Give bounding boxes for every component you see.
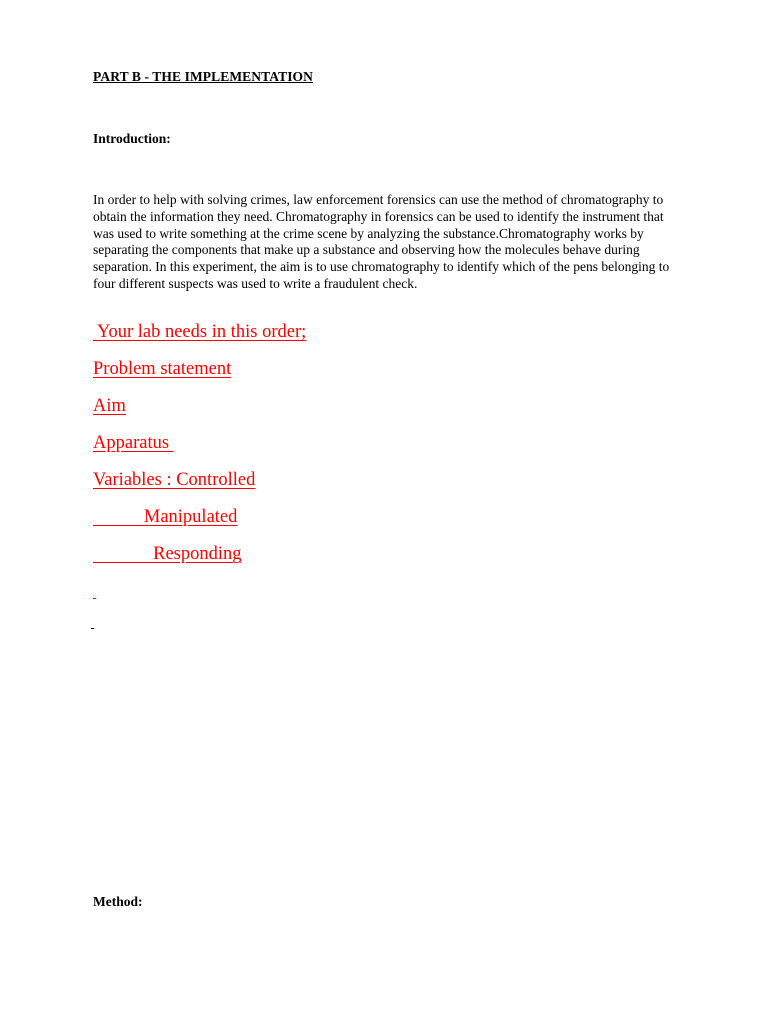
lab-order-intro: Your lab needs in this order;: [93, 322, 307, 342]
lab-order-item-problem-statement: Problem statement: [93, 359, 232, 379]
lab-order-item-aim: Aim: [93, 396, 126, 416]
introduction-paragraph: In order to help with solving crimes, law enforcement forensics can use the method of chromatography to obtain the information they need. Chromatography in forensics can be used to identify the instrument that was used to write something at the crime scene by analyzing the substance.Chromatography works by separating the components that make up a substance and observing how the molecules behave during separation. In this experiment, the aim is to use chromatography to identify which of the pens belonging to four different suspects was used to write a fraudulent check.: [93, 192, 670, 291]
document-title: PART B - THE IMPLEMENTATION: [93, 69, 313, 84]
introduction-heading: Introduction:: [93, 131, 171, 146]
lab-order-item-responding: Responding: [93, 544, 242, 564]
method-heading: Method:: [93, 894, 143, 909]
empty-underlined-mark: [93, 584, 96, 600]
lab-order-item-apparatus: Apparatus: [93, 433, 174, 453]
lab-order-item-variables-controlled: Variables : Controlled: [93, 470, 256, 490]
lab-order-item-manipulated: Manipulated: [93, 507, 238, 527]
empty-underlined-mark-black: [91, 614, 94, 630]
